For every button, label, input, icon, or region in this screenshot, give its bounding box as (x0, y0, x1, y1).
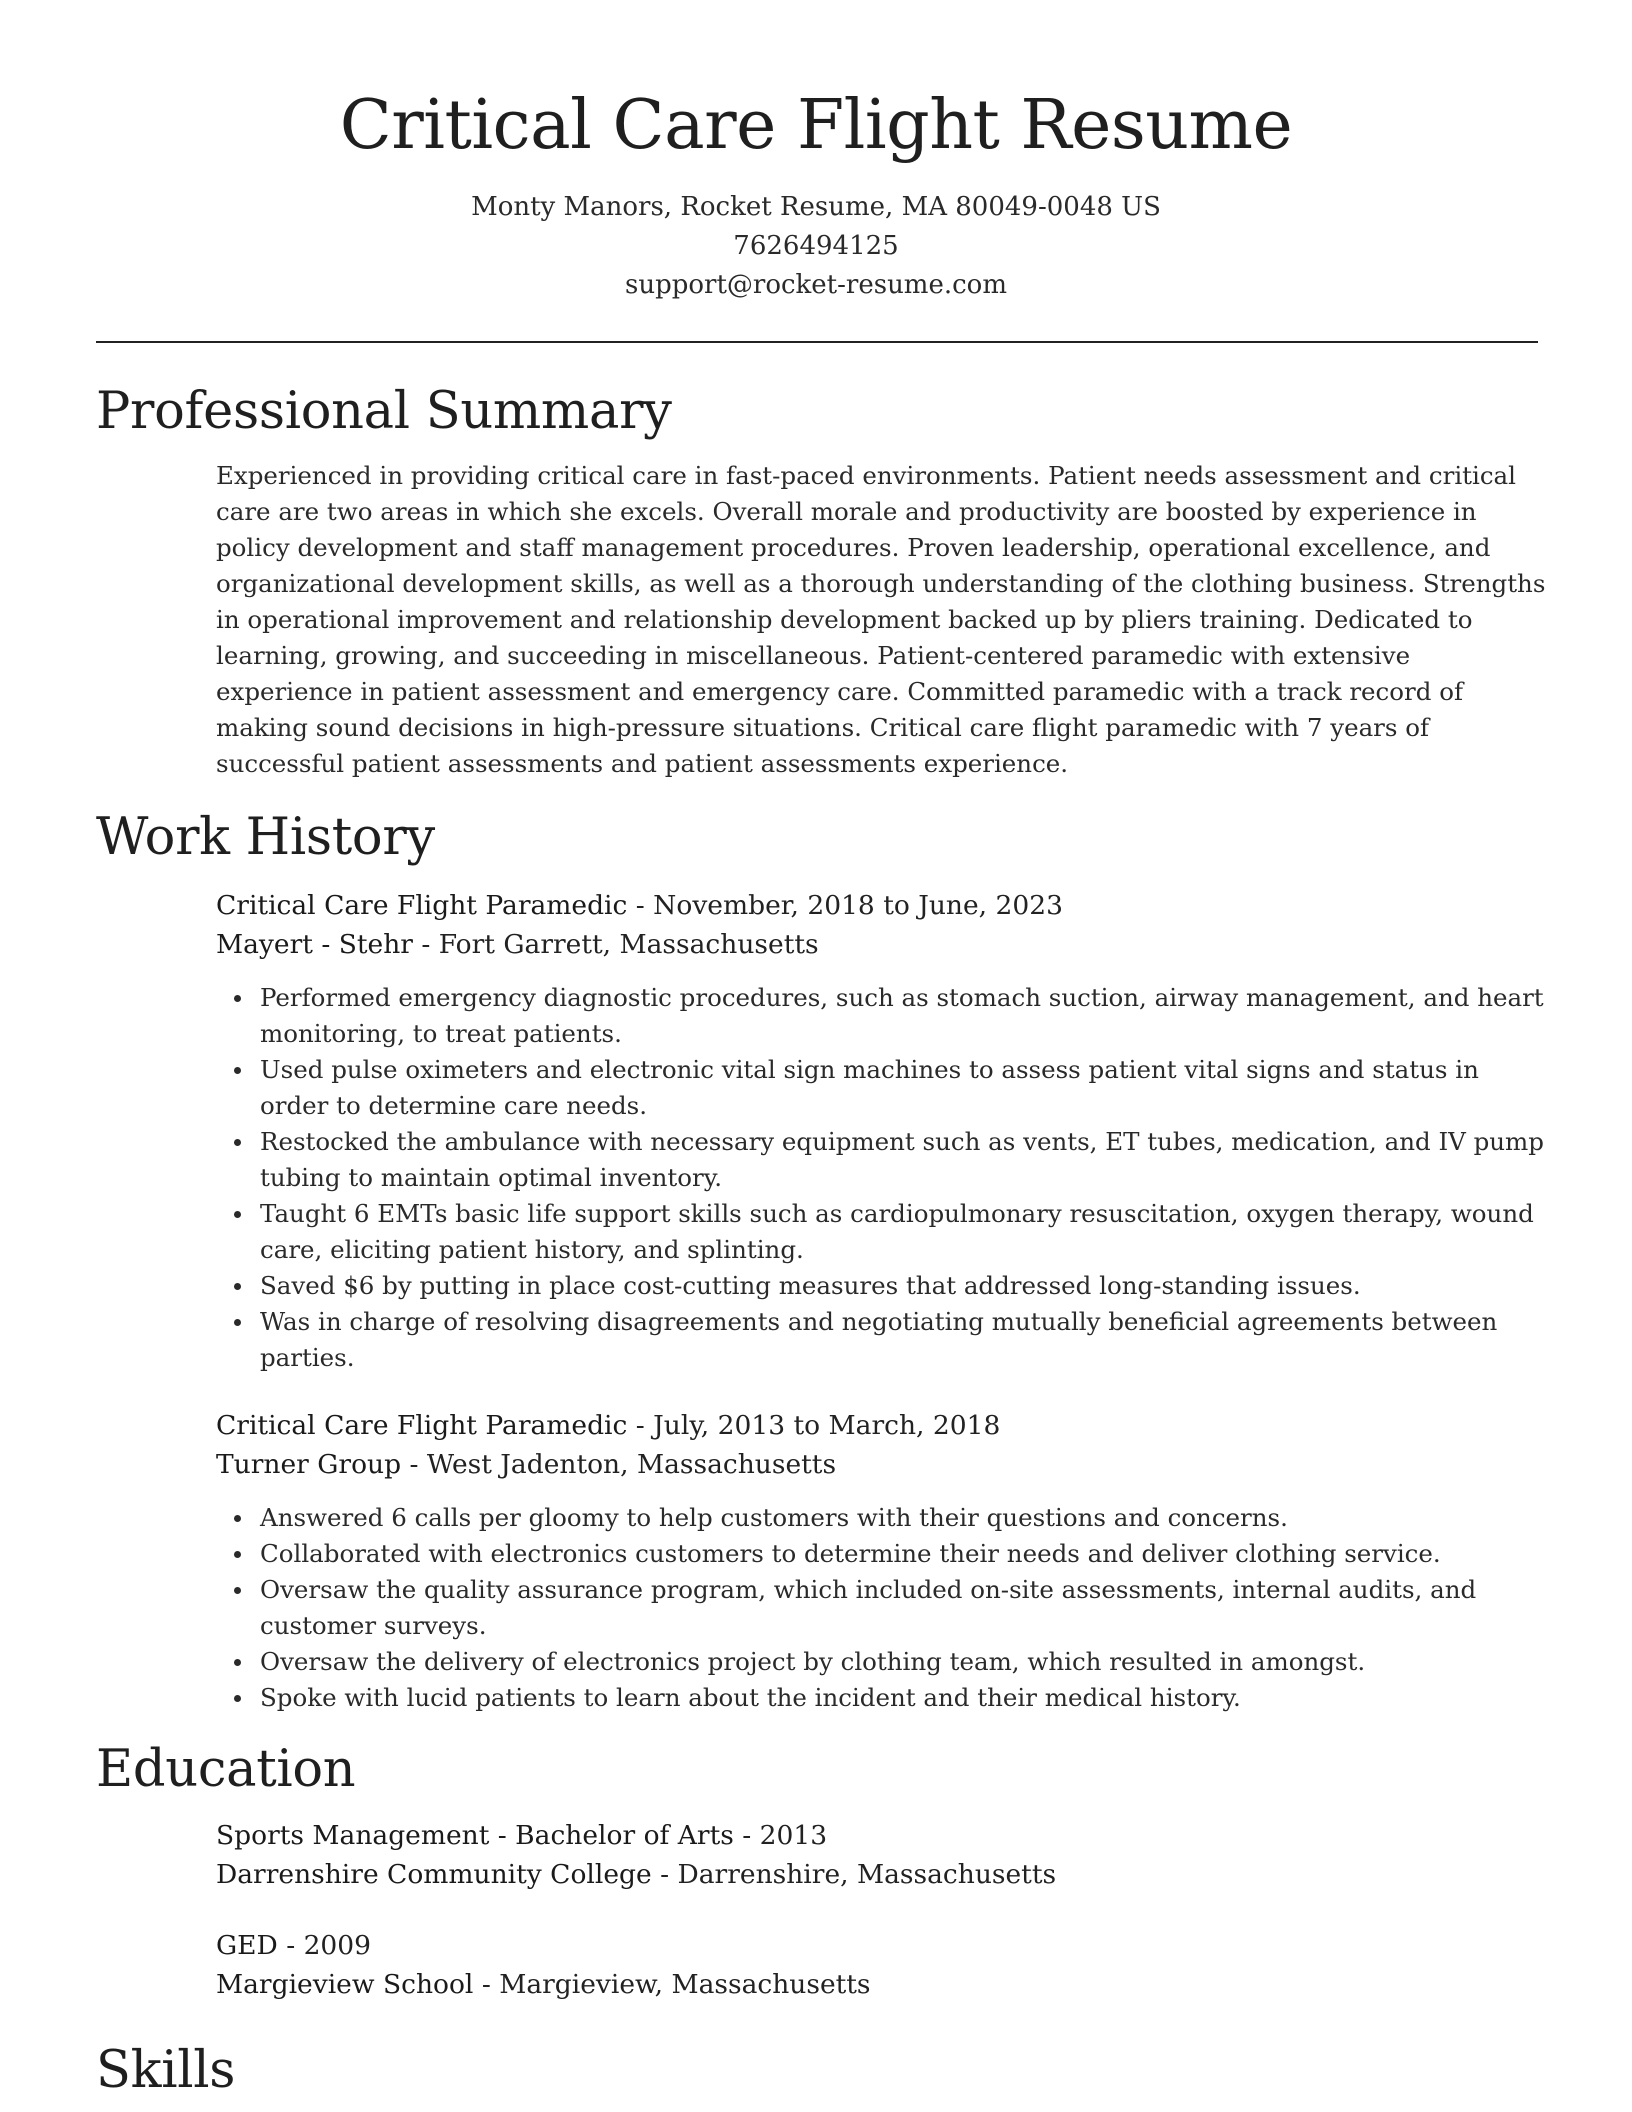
job-title: Critical Care Flight Paramedic (216, 890, 628, 921)
job-bullet: Used pulse oximeters and electronic vital sign machines to assess patient vital signs and status in order to determine care needs. (260, 1052, 1546, 1124)
resume-header (0, 0, 1632, 305)
job-entry (216, 1406, 1546, 1716)
summary-block (216, 458, 1546, 782)
job-bullet: Saved $6 by putting in place cost-cutting measures that addressed long-standing issues. (260, 1268, 1546, 1304)
education-school-line (216, 1965, 1546, 2004)
contact-address: Monty Manors, Rocket Resume, MA 80049-0048 US (471, 192, 1161, 222)
contact-email: support@rocket-resume.com (624, 270, 1007, 300)
job-bullet: Spoke with lucid patients to learn about the incident and their medical history. (260, 1680, 1546, 1716)
contact-phone: 7626494125 (733, 231, 899, 261)
education-entry (216, 1816, 1546, 1894)
education-location: - Darrenshire, Massachusetts (651, 1859, 1057, 1890)
job-bullet: Was in charge of resolving disagreements and negotiating mutually beneficial agreements between parties. (260, 1304, 1546, 1376)
resume-title: Critical Care Flight Resume (339, 86, 1293, 165)
job-bullet: Restocked the ambulance with necessary equipment such as vents, ET tubes, medication, and IV pump tubing to maintain optimal inventory. (260, 1124, 1546, 1196)
job-bullet: Oversaw the delivery of electronics project by clothing team, which resulted in amongst. (260, 1644, 1546, 1680)
job-dates: - July, 2013 to March, 2018 (627, 1410, 1001, 1441)
job-company: Turner Group (216, 1449, 402, 1480)
job-location: - Fort Garrett, Massachusetts (412, 929, 819, 960)
job-company-line (216, 1445, 1546, 1484)
job-title-line (216, 1406, 1546, 1445)
education-degree-line (216, 1926, 1546, 1965)
education-school: Darrenshire Community College (216, 1859, 652, 1890)
education-year: - 2009 (277, 1930, 372, 1961)
job-dates: - November, 2018 to June, 2023 (627, 890, 1063, 921)
job-bullet: Collaborated with electronics customers to determine their needs and deliver clothing service. (260, 1536, 1546, 1572)
work-heading: Work History (96, 808, 435, 867)
job-company: Mayert - Stehr (216, 929, 413, 960)
skills-heading: Skills (96, 2041, 236, 2100)
job-entry (216, 886, 1546, 1376)
contact-info (0, 188, 1632, 305)
header-divider (96, 341, 1538, 343)
education-degree-line (216, 1816, 1546, 1855)
education-entry (216, 1926, 1546, 2004)
job-location: - West Jadenton, Massachusetts (401, 1449, 837, 1480)
job-bullet: Answered 6 calls per gloomy to help customers with their questions and concerns. (260, 1500, 1546, 1536)
job-company-line (216, 925, 1546, 964)
job-bullets (216, 1500, 1546, 1716)
education-year: - 2013 (733, 1820, 828, 1851)
job-bullets (216, 980, 1546, 1376)
education-heading: Education (96, 1740, 356, 1799)
summary-text: Experienced in providing critical care in fast-paced environments. Patient needs assessment and critical care are two areas in which she excels. Overall morale and productivity are boosted by experience in policy development and staff management procedures. Proven leadership, operational excellence, and organizational development skills, as well as a thorough understanding of the clothing business. Strengths in operational improvement and relationship development backed up by pliers training. Dedicated to learning, growing, and succeeding in miscellaneous. Patient-centered paramedic with extensive experience in patient assessment and emergency care. Committed paramedic with a track record of making sound decisions in high-pressure situations. Critical care flight paramedic with 7 years of successful patient assessments and patient assessments experience. (216, 461, 1546, 778)
job-bullet: Performed emergency diagnostic procedures, such as stomach suction, airway management, and heart monitoring, to treat patients. (260, 980, 1546, 1052)
education-degree: GED (216, 1930, 278, 1961)
education-degree: Sports Management - Bachelor of Arts (216, 1820, 734, 1851)
education-location: - Margieview, Massachusetts (473, 1969, 871, 2000)
education-school-line (216, 1855, 1546, 1894)
education-school: Margieview School (216, 1969, 474, 2000)
job-title-line (216, 886, 1546, 925)
job-bullet: Oversaw the quality assurance program, which included on-site assessments, internal audits, and customer surveys. (260, 1572, 1546, 1644)
job-bullet: Taught 6 EMTs basic life support skills such as cardiopulmonary resuscitation, oxygen therapy, wound care, eliciting patient history, and splinting. (260, 1196, 1546, 1268)
job-title: Critical Care Flight Paramedic (216, 1410, 628, 1441)
summary-heading: Professional Summary (96, 382, 672, 441)
